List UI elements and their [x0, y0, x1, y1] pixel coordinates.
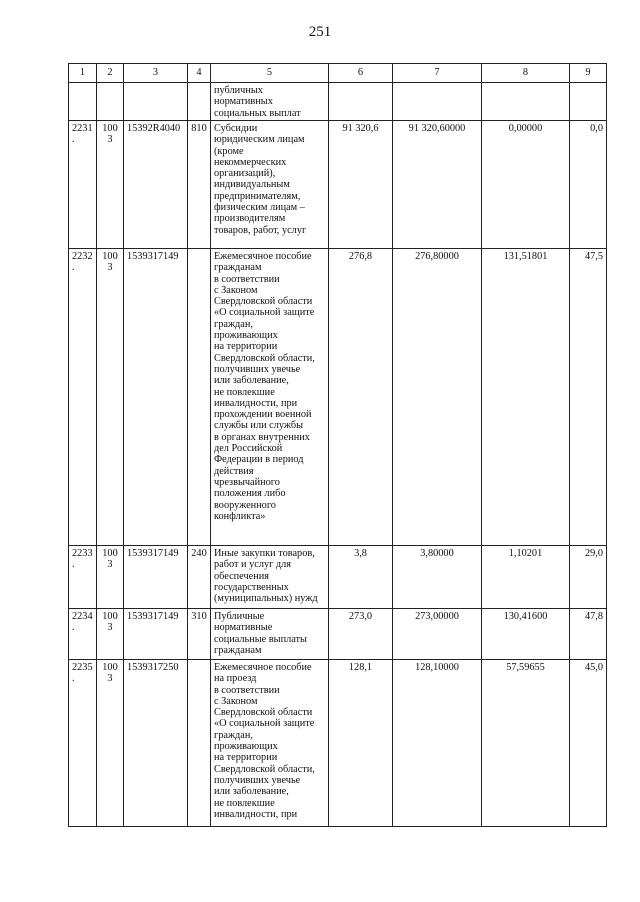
col-header-9: 9	[570, 64, 607, 83]
col8-value	[482, 83, 570, 121]
row-number: 2232.	[69, 249, 97, 546]
expense-type-code	[188, 83, 211, 121]
col9-value: 47,8	[570, 609, 607, 660]
row-description: Субсидии юридическим лицам (кроме некоммерческих организаций), индивидуальным предпринимателям, физическим лицам – производителям товаров, работ, услуг	[211, 121, 329, 249]
col7-value	[393, 83, 482, 121]
col-header-8: 8	[482, 64, 570, 83]
col9-value: 45,0	[570, 660, 607, 827]
col-header-2: 2	[97, 64, 124, 83]
col8-value: 57,59655	[482, 660, 570, 827]
col7-value: 91 320,60000	[393, 121, 482, 249]
col8-value: 1,10201	[482, 546, 570, 609]
target-code: 1539317149	[124, 546, 188, 609]
col6-value: 3,8	[329, 546, 393, 609]
page-number: 251	[308, 24, 332, 40]
section-code: 1003	[97, 660, 124, 827]
col6-value: 276,8	[329, 249, 393, 546]
section-code	[97, 83, 124, 121]
col6-value: 273,0	[329, 609, 393, 660]
col8-value: 131,51801	[482, 249, 570, 546]
expense-type-code: 810	[188, 121, 211, 249]
target-code: 15392R4040	[124, 121, 188, 249]
header-row	[69, 64, 607, 83]
col-header-7: 7	[393, 64, 482, 83]
expense-type-code: 240	[188, 546, 211, 609]
section-code: 1003	[97, 609, 124, 660]
col7-value: 273,00000	[393, 609, 482, 660]
col6-value: 91 320,6	[329, 121, 393, 249]
table-row	[69, 83, 607, 121]
row-description: Ежемесячное пособие на проезд в соответствии с Законом Свердловской области «О социальной защите граждан, проживающих на территории Свердловской области, получивших увечье или заболевание, не повлекшие инвалидности, при	[211, 660, 329, 827]
row-description: Публичные нормативные социальные выплаты гражданам	[211, 609, 329, 660]
target-code: 1539317250	[124, 660, 188, 827]
expense-type-code	[188, 249, 211, 546]
col9-value	[570, 83, 607, 121]
target-code: 1539317149	[124, 249, 188, 546]
section-code: 1003	[97, 249, 124, 546]
section-code: 1003	[97, 121, 124, 249]
col9-value: 0,0	[570, 121, 607, 249]
table-row	[69, 609, 607, 660]
row-number	[69, 83, 97, 121]
col9-value: 29,0	[570, 546, 607, 609]
col7-value: 276,80000	[393, 249, 482, 546]
row-description: Иные закупки товаров, работ и услуг для обеспечения государственных (муниципальных) нужд	[211, 546, 329, 609]
budget-table	[68, 63, 607, 827]
col-header-6: 6	[329, 64, 393, 83]
table-row	[69, 660, 607, 827]
col-header-1: 1	[69, 64, 97, 83]
table-row	[69, 121, 607, 249]
col-header-5: 5	[211, 64, 329, 83]
col8-value: 0,00000	[482, 121, 570, 249]
row-number: 2234.	[69, 609, 97, 660]
target-code: 1539317149	[124, 609, 188, 660]
col7-value: 3,80000	[393, 546, 482, 609]
col-header-4: 4	[188, 64, 211, 83]
expense-type-code: 310	[188, 609, 211, 660]
col9-value: 47,5	[570, 249, 607, 546]
row-number: 2233.	[69, 546, 97, 609]
row-description: публичных нормативных социальных выплат	[211, 83, 329, 121]
col7-value: 128,10000	[393, 660, 482, 827]
col6-value: 128,1	[329, 660, 393, 827]
section-code: 1003	[97, 546, 124, 609]
table-row	[69, 546, 607, 609]
target-code	[124, 83, 188, 121]
col6-value	[329, 83, 393, 121]
table-row	[69, 249, 607, 546]
row-number: 2235.	[69, 660, 97, 827]
row-description: Ежемесячное пособие гражданам в соответствии с Законом Свердловской области «О социальной защите граждан, проживающих на территории Свердловской области, получивших увечье или заболевание, не повлекшие инвалидности, при прохождении военной службы или службы в органах внутренних дел Российской Федерации в период действия чрезвычайного положения либо вооруженного конфликта»	[211, 249, 329, 546]
col8-value: 130,41600	[482, 609, 570, 660]
expense-type-code	[188, 660, 211, 827]
row-number: 2231.	[69, 121, 97, 249]
col-header-3: 3	[124, 64, 188, 83]
